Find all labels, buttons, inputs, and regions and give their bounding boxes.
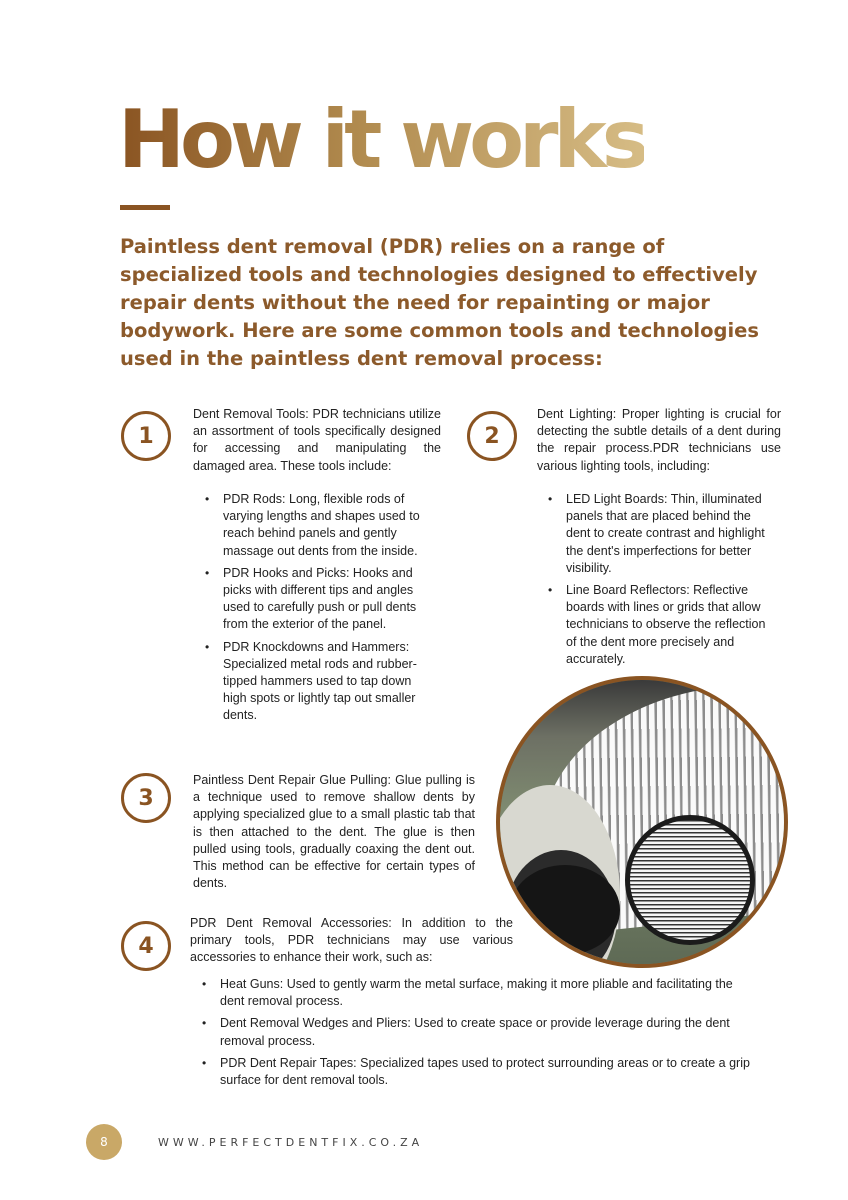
list-item: • Line Board Reflectors: Reflective boards with lines or grids that allow technicians to observe the reflection of the dent more precisely and accurately. [546, 582, 776, 668]
section-1-bullets [203, 491, 435, 730]
list-item: • PDR Dent Repair Tapes: Specialized tapes used to protect surrounding areas or to create a grip surface for dent removal tools. [200, 1055, 760, 1089]
section-4-bullets [200, 976, 760, 1094]
page-number-badge: 8 [86, 1124, 122, 1160]
step-number-2: 2 [467, 411, 517, 461]
title-underline [120, 205, 170, 210]
section-3-text: Paintless Dent Repair Glue Pulling: Glue pulling is a technique used to remove shallow dents by applying specialized glue to a small plastic tab that is then attached to the dent. The glue is then pulled using tools, gradually coaxing the dent out. This method can be effective for certain types of dents. [193, 773, 475, 891]
website-url: WWW.PERFECTDENTFIX.CO.ZA [158, 1136, 424, 1149]
list-item: • PDR Rods: Long, flexible rods of varying lengths and shapes used to reach behind panels and gently massage out dents from the inside. [203, 491, 435, 560]
page-title: How it works [118, 93, 645, 186]
list-item: • PDR Knockdowns and Hammers: Specialized metal rods and rubber-tipped hammers used to tap down high spots or lightly tap out smaller dents. [203, 639, 435, 725]
list-item: • PDR Hooks and Picks: Hooks and picks with different tips and angles used to carefully push or pull dents from the exterior of the panel. [203, 565, 435, 634]
step-number-3: 3 [121, 773, 171, 823]
section-1-text: Dent Removal Tools: PDR technicians utilize an assortment of tools specifically designed for accessing and manipulating the damaged area. These tools include: [193, 407, 441, 473]
line-board-reflector [625, 815, 755, 945]
list-item: • LED Light Boards: Thin, illuminated panels that are placed behind the dent to create contrast and highlight the dent's imperfections for better visibility. [546, 491, 776, 577]
list-item: • Heat Guns: Used to gently warm the metal surface, making it more pliable and facilitating the dent removal process. [200, 976, 760, 1010]
section-2-text: Dent Lighting: Proper lighting is crucial for detecting the subtle details of a dent during the repair process.PDR technicians use various lighting tools, including: [537, 407, 781, 473]
list-item: • Dent Removal Wedges and Pliers: Used to create space or provide leverage during the dent removal process. [200, 1015, 760, 1049]
section-4-text: PDR Dent Removal Accessories: In addition to the primary tools, PDR technicians may use various accessories to enhance their work, such as: [190, 916, 513, 965]
pdr-reflector-photo [496, 676, 788, 968]
step-number-4: 4 [121, 921, 171, 971]
intro-paragraph: Paintless dent removal (PDR) relies on a range of specialized tools and technologies designed to effectively repair dents without the need for repainting or major bodywork. Here are some common tools and technologies used in the paintless dent removal process: [120, 235, 759, 370]
section-2-bullets [546, 491, 776, 673]
step-number-1: 1 [121, 411, 171, 461]
